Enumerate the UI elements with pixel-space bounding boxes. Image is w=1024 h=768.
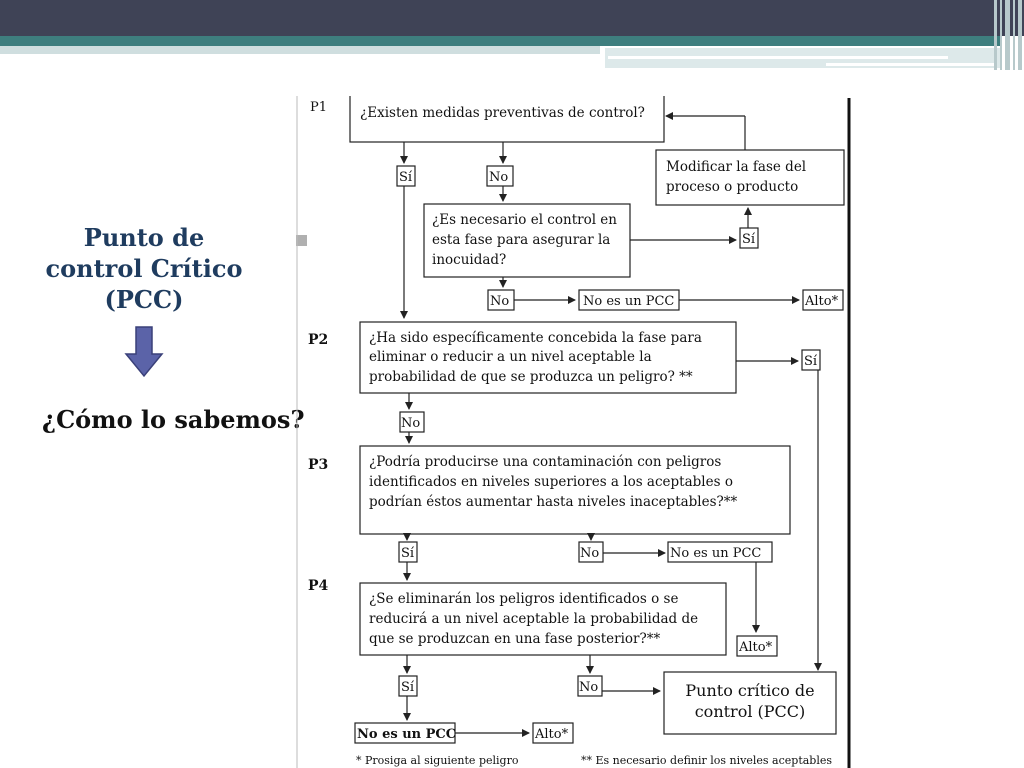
footnote-1: * Prosiga al siguiente peligro: [356, 754, 519, 767]
p4-not-pcc: No es un PCC: [357, 727, 457, 742]
p1-no: No: [489, 170, 509, 185]
p4-stop: Alto*: [739, 640, 773, 655]
p4-line-1: ¿Se eliminarán los peligros identificados o se: [369, 591, 679, 607]
need-control-line-1: ¿Es necesario el control en: [432, 212, 617, 228]
need-control-line-3: inocuidad?: [432, 252, 507, 268]
header-thin-line: [608, 56, 948, 59]
p3-yes: Sí: [401, 546, 415, 561]
p4-label: P4: [308, 578, 329, 594]
down-arrow-icon: [124, 326, 164, 378]
pcc-line-1: Punto crítico de: [685, 681, 815, 700]
p2-yes: Sí: [804, 354, 818, 369]
need-yes: Sí: [742, 232, 756, 247]
p3-label: P3: [308, 457, 329, 473]
modify-line-2: proceso o producto: [666, 179, 799, 195]
header-dark-band: [0, 0, 1024, 36]
p4-final-stop: Alto*: [535, 727, 569, 742]
p1-question: ¿Existen medidas preventivas de control?: [360, 105, 645, 121]
p1-label: P1: [310, 100, 328, 115]
p2-line-3: probabilidad de que se produzca un peligro? **: [369, 369, 693, 385]
header-vertical-stripes: [992, 0, 1024, 70]
p3-line-3: podrían éstos aumentar hasta niveles inaceptables?**: [369, 494, 738, 510]
slide-title: Punto de control Crítico (PCC): [45, 223, 243, 314]
p4-no: No: [579, 680, 599, 695]
p2-no: No: [401, 416, 421, 431]
header-thin-line-2: [826, 63, 996, 66]
p1-yes: Sí: [399, 170, 413, 185]
p3-not-pcc: No es un PCC: [670, 546, 762, 561]
pcc-line-2: control (PCC): [694, 702, 806, 721]
p4-line-2: reducirá a un nivel aceptable la probabilidad de: [369, 611, 699, 627]
p2-line-1: ¿Ha sido específicamente concebida la fase para: [369, 330, 702, 346]
need-no: No: [490, 294, 510, 309]
p3-no: No: [580, 546, 600, 561]
p3-line-1: ¿Podría producirse una contaminación con peligros: [369, 454, 722, 470]
haccp-flowchart: [296, 96, 856, 768]
p3-line-2: identificados en niveles superiores a los aceptables o: [369, 474, 733, 490]
header-light-band: [0, 46, 600, 54]
footnote-2: ** Es necesario definir los niveles aceptables: [581, 754, 833, 767]
p1-not-pcc: No es un PCC: [583, 294, 675, 309]
p4-line-3: que se produzcan en una fase posterior?**: [369, 631, 661, 647]
header-teal-band: [0, 36, 1000, 46]
modify-line-1: Modificar la fase del: [666, 159, 807, 175]
slide-question: ¿Cómo lo sabemos?: [42, 405, 305, 434]
need-control-line-2: esta fase para asegurar la: [432, 232, 611, 248]
p2-line-2: eliminar o reducir a un nivel aceptable la: [369, 349, 652, 365]
p4-yes: Sí: [401, 680, 415, 695]
p1-stop: Alto*: [805, 294, 839, 309]
p2-label: P2: [308, 332, 329, 348]
